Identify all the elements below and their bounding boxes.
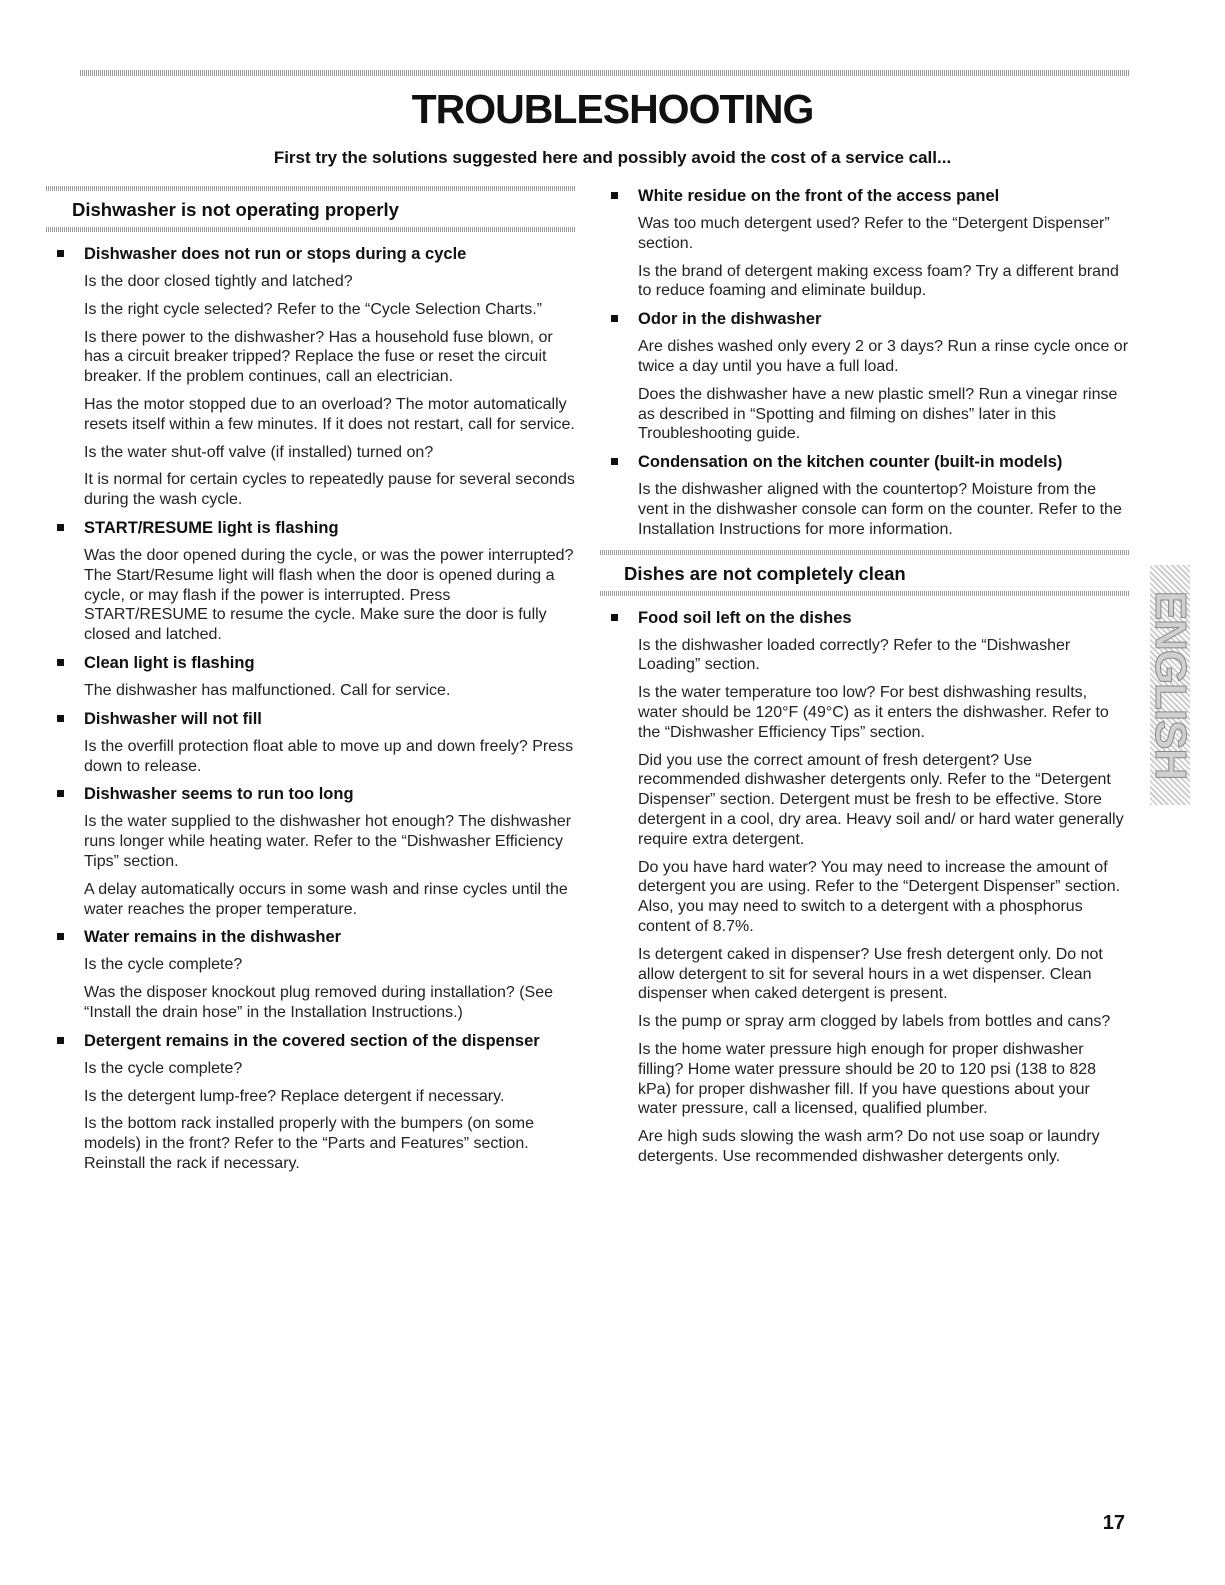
troubleshooting-item bbox=[600, 608, 1130, 1167]
troubleshooting-item bbox=[46, 784, 576, 919]
item-title bbox=[600, 309, 1130, 329]
item-title-text: Condensation on the kitchen counter (built-in models) bbox=[638, 453, 1063, 472]
troubleshooting-item bbox=[46, 518, 576, 645]
section-title: Dishwasher is not operating properly bbox=[72, 199, 399, 220]
item-paragraph: Is the overfill protection float able to move up and down freely? Press down to release. bbox=[84, 737, 574, 775]
item-list bbox=[46, 244, 576, 1174]
dotted-rule bbox=[46, 227, 576, 232]
square-bullet-icon bbox=[611, 614, 618, 621]
item-paragraph: Are high suds slowing the wash arm? Do not use soap or laundry detergents. Use recommended dishwasher detergents only. bbox=[638, 1128, 1100, 1165]
item-paragraph: Is the water shut-off valve (if installed) turned on? bbox=[84, 443, 434, 461]
square-bullet-icon bbox=[611, 192, 618, 199]
item-title-text: Detergent remains in the covered section of the dispenser bbox=[84, 1031, 540, 1050]
troubleshooting-item bbox=[46, 927, 576, 1022]
language-side-tab bbox=[1146, 565, 1195, 805]
item-paragraph: Is the cycle complete? bbox=[84, 1059, 243, 1077]
troubleshooting-item bbox=[46, 709, 576, 777]
item-title bbox=[46, 709, 576, 729]
item-title bbox=[46, 244, 576, 264]
item-title bbox=[46, 518, 576, 538]
item-title-text: Dishwasher seems to run too long bbox=[84, 785, 354, 804]
item-paragraph: Was the door opened during the cycle, or was the power interrupted? The Start/Resume light will flash when the door is opened during a cycle, or may flash if the power is interrupted. Press START/RESUME to resume the cycle. Make sure the door is fully closed and latched. bbox=[84, 546, 574, 644]
square-bullet-icon bbox=[57, 250, 64, 257]
item-title bbox=[600, 452, 1130, 472]
left-column bbox=[46, 186, 576, 1182]
item-paragraph: Did you use the correct amount of fresh detergent? Use recommended dishwasher detergents only. Refer to the “Detergent Dispenser” section. Detergent must be fresh to be effective. Store detergent in a cool, dry area. Heavy soil and/ or hard water generally require extra detergent. bbox=[638, 751, 1124, 848]
item-list bbox=[600, 186, 1130, 540]
square-bullet-icon bbox=[611, 315, 618, 322]
item-title bbox=[46, 784, 576, 804]
item-paragraph: Are dishes washed only every 2 or 3 days? Run a rinse cycle once or twice a day until you have a full load. bbox=[638, 338, 1129, 375]
item-paragraph: Is the cycle complete? bbox=[84, 956, 243, 974]
item-paragraph: It is normal for certain cycles to repeatedly pause for several seconds during the wash cycle. bbox=[84, 471, 575, 509]
item-paragraph: Is the home water pressure high enough for proper dishwasher filling? Home water pressure should be 20 to 120 psi (138 to 828 kPa) for proper dishwasher fill. If you have questions about your water pressure, call a licensed, qualified plumber. bbox=[638, 1040, 1097, 1118]
item-paragraph: Does the dishwasher have a new plastic smell? Run a vinegar rinse as described in “Spotting and filming on dishes” later in this Troubleshooting guide. bbox=[638, 385, 1118, 443]
right-column bbox=[600, 186, 1130, 1175]
item-title bbox=[46, 927, 576, 947]
square-bullet-icon bbox=[611, 458, 618, 465]
troubleshooting-item bbox=[46, 244, 576, 510]
item-title bbox=[46, 1031, 576, 1051]
dotted-rule bbox=[600, 591, 1130, 596]
item-title-text: Water remains in the dishwasher bbox=[84, 928, 342, 947]
item-paragraph: The dishwasher has malfunctioned. Call for service. bbox=[84, 681, 451, 699]
item-title-text: Dishwasher does not run or stops during a cycle bbox=[84, 245, 467, 263]
troubleshooting-item bbox=[600, 186, 1130, 301]
item-paragraph: Is the detergent lump-free? Replace detergent if necessary. bbox=[84, 1087, 505, 1105]
item-paragraph: Is the dishwasher aligned with the countertop? Moisture from the vent in the dishwasher console can form on the counter. Refer to the Installation Instructions for more information. bbox=[638, 481, 1122, 538]
item-paragraph: Is the water supplied to the dishwasher hot enough? The dishwasher runs longer while heating water. Refer to the “Dishwasher Efficiency Tips” section. bbox=[84, 813, 572, 870]
item-paragraph: Is the right cycle selected? Refer to the “Cycle Selection Charts.” bbox=[84, 300, 542, 318]
item-paragraph: Has the motor stopped due to an overload? The motor automatically resets itself within a few minutes. If it does not restart, call for service. bbox=[84, 395, 575, 433]
square-bullet-icon bbox=[57, 933, 64, 940]
page-number: 17 bbox=[1102, 1512, 1125, 1534]
troubleshooting-item bbox=[46, 653, 576, 701]
item-title-text: Clean light is flashing bbox=[84, 653, 255, 672]
item-title-text: Food soil left on the dishes bbox=[638, 608, 852, 627]
item-title bbox=[600, 186, 1130, 206]
section-title: Dishes are not completely clean bbox=[624, 562, 906, 584]
dotted-rule bbox=[46, 186, 576, 191]
item-title bbox=[600, 608, 1130, 628]
item-paragraph: Is the brand of detergent making excess foam? Try a different brand to reduce foaming and eliminate buildup. bbox=[638, 262, 1119, 300]
item-paragraph: Was the disposer knockout plug removed during installation? (See “Install the drain hose” in the Installation Instructions.) bbox=[84, 984, 553, 1021]
item-title-text: Odor in the dishwasher bbox=[638, 310, 822, 329]
item-paragraph: Is the pump or spray arm clogged by labels from bottles and cans? bbox=[638, 1013, 1111, 1031]
item-paragraph: Is the water temperature too low? For best dishwashing results, water should be 120°F (49°C) as it enters the dishwasher. Refer to the “Dishwasher Efficiency Tips” section. bbox=[638, 684, 1109, 741]
section-header-not-clean bbox=[600, 550, 1130, 596]
item-title-text: Dishwasher will not fill bbox=[84, 709, 262, 728]
troubleshooting-item bbox=[46, 1031, 576, 1174]
item-paragraph: Was too much detergent used? Refer to the “Detergent Dispenser” section. bbox=[638, 215, 1110, 252]
troubleshooting-item bbox=[600, 309, 1130, 444]
item-paragraph: Is the bottom rack installed properly with the bumpers (on some models) in the front? Refer to the “Parts and Features” section. Reinstall the rack if necessary. bbox=[84, 1115, 534, 1172]
square-bullet-icon bbox=[57, 790, 64, 797]
square-bullet-icon bbox=[57, 524, 64, 531]
item-title bbox=[46, 653, 576, 673]
item-paragraph: Do you have hard water? You may need to increase the amount of detergent you are using. Refer to the “Detergent Dispenser” section. Also, you may need to switch to a detergent with a phosphorus content of 8.7%. bbox=[638, 858, 1121, 935]
item-list bbox=[600, 608, 1130, 1167]
item-title-text: START/RESUME light is flashing bbox=[84, 518, 339, 537]
item-paragraph: Is the door closed tightly and latched? bbox=[84, 273, 353, 290]
page-title: TROUBLESHOOTING bbox=[411, 86, 814, 132]
square-bullet-icon bbox=[57, 659, 64, 666]
page-subtitle: First try the solutions suggested here and possibly avoid the cost of a service call... bbox=[273, 148, 952, 167]
square-bullet-icon bbox=[57, 715, 64, 722]
section-header-not-operating bbox=[46, 186, 576, 232]
item-paragraph: A delay automatically occurs in some wash and rinse cycles until the water reaches the proper temperature. bbox=[84, 880, 568, 918]
item-paragraph: Is there power to the dishwasher? Has a household fuse blown, or has a circuit breaker tripped? Replace the fuse or reset the circuit breaker. If the problem continues, call an electrician. bbox=[84, 328, 553, 386]
square-bullet-icon bbox=[57, 1037, 64, 1044]
side-tab-label: ENGLISH bbox=[1146, 590, 1195, 780]
item-paragraph: Is detergent caked in dispenser? Use fresh detergent only. Do not allow detergent to sit for several hours in a wet dispenser. Clean dispenser when caked detergent is present. bbox=[638, 945, 1103, 1003]
item-paragraph: Is the dishwasher loaded correctly? Refer to the “Dishwasher Loading” section. bbox=[638, 636, 1071, 674]
dotted-rule bbox=[600, 550, 1130, 555]
item-title-text: White residue on the front of the access panel bbox=[638, 187, 1000, 205]
top-rule bbox=[80, 70, 1130, 76]
troubleshooting-item bbox=[600, 452, 1130, 539]
